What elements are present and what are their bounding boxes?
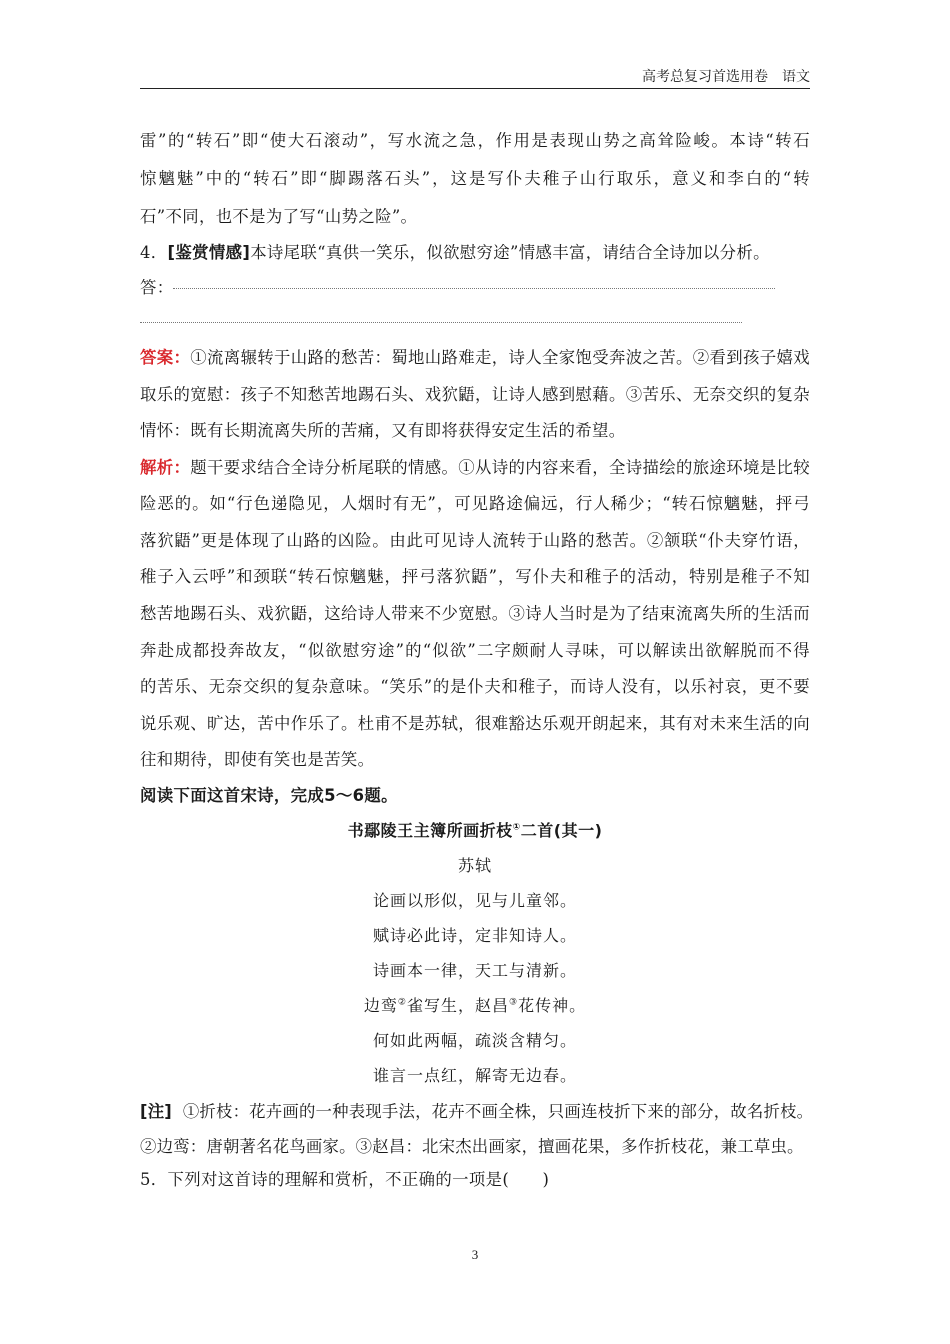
poem-line: 赋诗必此诗，定非知诗人。 xyxy=(372,926,577,945)
answer-line: 情怀：既有长期流离失所的苦痛，又有即将获得安定生活的希望。 xyxy=(140,421,626,440)
analysis-line: 愁苦地踢石头、戏狖鼯，这给诗人带来不少宽慰。③诗人当时是为了结束流离失所的生活而 xyxy=(140,604,810,623)
notes-line xyxy=(140,1098,814,1122)
poem-title xyxy=(140,818,810,841)
poem-line xyxy=(140,993,810,1016)
analysis-line: 落狖鼯”更是体现了山路的凶险。由此可见诗人流转于山路的愁苦。②颔联“仆夫穿竹语， xyxy=(140,531,810,550)
notes-text: ①折枝：花卉画的一种表现手法，花卉不画全株，只画连枝折下来的部分，故名折枝。 xyxy=(182,1102,814,1121)
question-4 xyxy=(140,239,810,263)
poem-line: 何如此两幅，疏淡含精匀。 xyxy=(372,1031,577,1050)
analysis-line: 奔赴成都投奔故友，“似欲慰穷途”的“似欲”二字颇耐人寻味，可以解读出欲解脱而不得 xyxy=(140,641,810,660)
analysis-line: 的苦乐、无奈交织的复杂意味。“笑乐”的是仆夫和稚子，而诗人没有，以乐衬哀，更不要 xyxy=(140,677,810,696)
question-tag: [鉴赏情感] xyxy=(167,243,251,262)
answer-blank-line-2 xyxy=(140,312,810,331)
analysis-line: 往和期待，即使有笑也是苦笑。 xyxy=(140,750,375,769)
answer-dotted-line xyxy=(140,322,742,323)
answer-text: ①流离辗转于山路的愁苦：蜀地山路难走，诗人全家饱受奔波之苦。②看到孩子嬉戏 xyxy=(190,348,810,367)
analysis-line: 险恶的。如“行色递隐见，人烟时有无”，可见路途偏远，行人稀少；“转石惊魑魅，抨弓 xyxy=(140,494,810,513)
poem-title-sub: 二首(其一) xyxy=(520,821,603,840)
header-book-title: 高考总复习首选用卷 xyxy=(642,69,768,85)
answer-line: 取乐的宽慰：孩子不知愁苦地踢石头、戏狖鼯，让诗人感到慰藉。③苦乐、无奈交织的复杂 xyxy=(140,385,810,404)
poem-text: 边鸾 xyxy=(363,996,398,1015)
analysis-text: 题干要求结合全诗分析尾联的情感。①从诗的内容来看，全诗描绘的旅途环境是比较 xyxy=(190,458,810,477)
answer-dotted-line xyxy=(173,288,775,289)
header-subject: 语文 xyxy=(782,69,810,85)
footnote-marker: ③ xyxy=(509,997,519,1008)
question-number: 4． xyxy=(140,243,168,262)
poem-title-main: 书鄢陵王主簿所画折枝 xyxy=(347,821,513,840)
analysis-line: 稚子入云呼”和颈联“转石惊魑魅，抨弓落狖鼯”，写仆夫和稚子的活动，特别是稚子不知 xyxy=(140,567,810,586)
footnote-marker: ① xyxy=(512,822,521,833)
poem-author: 苏轼 xyxy=(457,856,492,875)
text-line: 石”不同，也不是为了写“山势之险”。 xyxy=(140,207,418,226)
poem-line: 论画以形似，见与儿童邻。 xyxy=(372,891,577,910)
notes-label: [注] xyxy=(140,1102,172,1121)
notes-line: ②边鸾：唐朝著名花鸟画家。③赵昌：北宋杰出画家，擅画花果，多作折枝花，兼工草虫。 xyxy=(140,1137,804,1156)
text-line: 雷”的“转石”即“使大石滚动”，写水流之急，作用是表现山势之高耸险峻。本诗“转石 xyxy=(140,131,810,150)
text-line: 惊魑魅”中的“转石”即“脚踢落石头”，这是写仆夫稚子山行取乐，意义和李白的“转 xyxy=(140,169,810,188)
poem-text: 花传神。 xyxy=(518,996,587,1015)
question-5: 5．下列对这首诗的理解和赏析，不正确的一项是( ) xyxy=(140,1170,550,1189)
answer-label: 答案： xyxy=(140,348,191,367)
poem-line: 谁言一点红，解寄无边春。 xyxy=(372,1066,577,1085)
poem-line: 诗画本一律，天工与清新。 xyxy=(372,961,577,980)
answer-blank-line xyxy=(140,274,810,298)
question-text: 本诗尾联“真供一笑乐，似欲慰穷途”情感丰富，请结合全诗加以分析。 xyxy=(250,243,770,262)
analysis-line xyxy=(140,454,810,478)
analysis-label: 解析： xyxy=(140,458,191,477)
footnote-marker: ② xyxy=(397,997,407,1008)
page-number: 3 xyxy=(471,1247,479,1262)
answer-prompt: 答： xyxy=(140,278,174,297)
poem-text: 雀写生，赵昌 xyxy=(406,996,509,1015)
page-header xyxy=(140,66,810,89)
analysis-line: 说乐观、旷达，苦中作乐了。杜甫不是苏轼，很难豁达乐观开朗起来，其有对未来生活的向 xyxy=(140,714,810,733)
reading-instruction: 阅读下面这首宋诗，完成5～6题。 xyxy=(140,786,398,805)
answer-line xyxy=(140,344,810,368)
